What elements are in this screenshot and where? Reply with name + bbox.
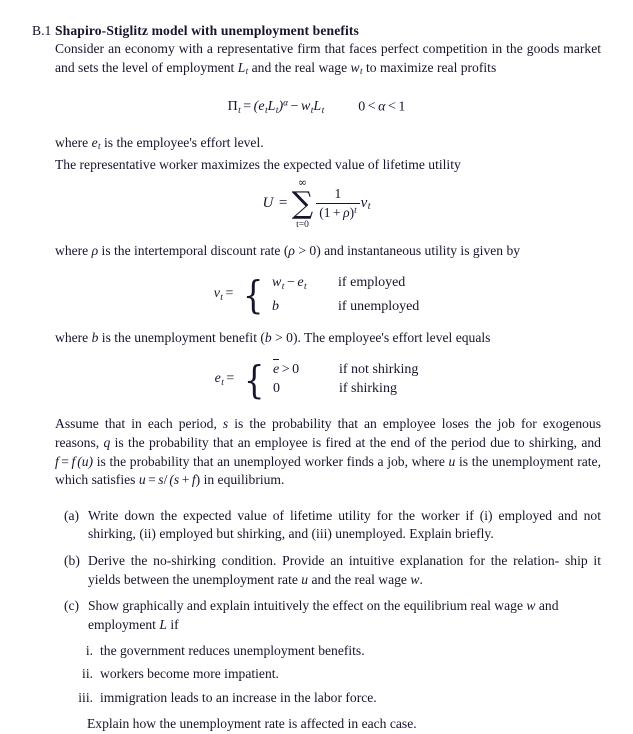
case-condition: if not shirking <box>339 362 419 378</box>
part-text <box>88 552 601 589</box>
benefit-a: where <box>55 329 92 345</box>
list-item <box>64 642 633 661</box>
note-effort-level <box>55 134 601 156</box>
list-item <box>64 507 601 544</box>
symbol-w: w <box>526 598 536 614</box>
problem-title: Shapiro-Stiglitz model with unemployment benefits <box>55 23 359 38</box>
part-marker: (a) <box>64 507 80 523</box>
symbol-equilibrium-u: u = s/ (s + f) <box>138 472 201 488</box>
part-c-line-2a: and employment <box>88 598 559 632</box>
assump-1b: is the probability that an employee loses the job for <box>228 416 537 432</box>
profit-constraint: 0 < α < 1 <box>358 99 406 115</box>
assump-4a: where <box>411 453 449 469</box>
benefit-c: is the unemployment benefit ( <box>98 329 265 345</box>
intro-line-2-c: to maximize <box>362 59 434 75</box>
note-lifetime-utility: The representative worker maximizes the expected value of lifetime utility <box>55 156 461 172</box>
case-value: b <box>272 298 280 314</box>
case-condition: if shirking <box>339 381 397 397</box>
symbol-rho-2: ρ <box>288 242 295 258</box>
case-value: e > 0 <box>273 362 300 378</box>
equation-profit <box>0 94 633 121</box>
subitem-text: immigration leads to an increase in the labor force. <box>100 689 377 705</box>
assump-2a: exogenous reasons, <box>55 416 601 450</box>
note-discount-rate <box>55 242 601 261</box>
cases-row <box>273 360 418 379</box>
subitem-marker: i. <box>85 643 93 659</box>
part-b-line-2b: and the real wage <box>308 571 411 587</box>
summation-symbol: ∞ ∑ t=0 <box>291 175 314 230</box>
summation-upper-limit: ∞ <box>297 175 308 189</box>
part-text <box>88 507 601 544</box>
utility-lhs: U <box>262 195 274 212</box>
assump-3b: is the probability that an unemployed worker finds a job, <box>93 453 408 469</box>
fraction-denominator: $(1 + \rho)^t$ <box>319 204 357 221</box>
instant-utility-lhs: $v_t$ = <box>213 286 234 303</box>
problem-heading <box>0 22 633 40</box>
subitems-list <box>64 642 633 707</box>
discount-c: > 0) and instantaneous utility is given by <box>294 242 521 258</box>
problem-block <box>0 22 633 734</box>
assump-1a: Assume that in each period, <box>55 416 223 432</box>
case-condition: if unemployed <box>338 298 420 314</box>
assump-2b: is the probability that an employee is fired at the end of the period <box>110 435 486 450</box>
symbol-u: u <box>301 571 309 587</box>
intro-line-2-b: and the real wage <box>248 59 351 75</box>
assump-3a: due to shirking, and <box>490 435 601 450</box>
note-effort-a: where <box>55 134 92 150</box>
symbol-b: b <box>91 329 99 345</box>
assumptions-paragraph <box>55 415 601 489</box>
intro-line-3: real profits <box>436 59 497 75</box>
problem-number: B.1 <box>32 23 52 38</box>
symbol-q: q <box>103 435 111 450</box>
effort-rows <box>267 360 418 398</box>
part-a-line-2: not shirking, (ii) employed but shirking, and (iii) unemployed. Explain briefly. <box>88 507 601 542</box>
list-item <box>64 689 633 708</box>
profit-rhs: $(e_tL_t)^\alpha - w_tL_t$ <box>253 98 325 116</box>
case-condition: if employed <box>338 275 406 291</box>
symbol-rho: ρ <box>91 242 99 258</box>
list-item <box>64 665 633 684</box>
cases-row <box>272 297 419 316</box>
equation-instant-utility <box>0 273 633 316</box>
parts-list <box>64 507 601 635</box>
part-marker: (c) <box>64 598 80 614</box>
note-unemployment-benefit <box>55 329 601 348</box>
part-marker: (b) <box>64 552 80 568</box>
intro-paragraph <box>55 40 601 81</box>
assump-4c: in equilibrium. <box>200 472 285 488</box>
part-b-line-2a: ship it yields between the unemployment rate <box>88 552 601 587</box>
discount-b: is the intertemporal discount rate ( <box>98 242 289 258</box>
subitem-marker: iii. <box>78 689 93 705</box>
subitem-text: the government reduces unemployment benefits. <box>100 643 365 659</box>
part-c-line-1a: Show graphically and explain intuitively the effect on the equilibrium real wage <box>88 598 527 614</box>
intro-line-1: Consider an economy with a representative firm that faces perfect competition in the <box>55 41 523 56</box>
symbol-s: s <box>222 416 229 432</box>
intro-line-2-a: goods market and sets the level of employment <box>55 41 602 75</box>
fraction-numerator: 1 <box>334 185 342 201</box>
subitem-text: workers become more impatient. <box>100 666 279 682</box>
list-item <box>64 552 601 589</box>
case-value: 0 <box>273 381 280 397</box>
symbol-u: u <box>448 453 456 469</box>
cases-row <box>272 273 419 297</box>
part-b-line-2c: . <box>419 571 423 587</box>
effort-lhs: $e_t$ = <box>214 371 235 388</box>
equation-lifetime-utility <box>0 175 633 233</box>
summation-lower-limit: t=0 <box>296 219 309 230</box>
left-brace-icon: { <box>242 273 264 318</box>
part-text <box>88 597 601 634</box>
symbol-L: L <box>159 616 167 632</box>
discount-fraction <box>316 186 359 221</box>
left-brace-icon: { <box>243 358 265 403</box>
utility-trailing-v: $v_t$ <box>360 194 371 213</box>
profit-lhs: $\Pi_t$ <box>227 99 241 116</box>
note-effort-b: is the employee's effort level. <box>100 134 264 150</box>
discount-a: where <box>55 242 92 258</box>
e-bar-symbol: e <box>273 362 280 378</box>
subitem-marker: ii. <box>82 666 93 682</box>
instant-utility-rows <box>266 273 419 316</box>
symbol-f-of-u: f = f (u) <box>55 453 94 469</box>
part-c-line-2b: if <box>166 616 179 632</box>
closing-instruction: Explain how the unemployment rate is affected in each case. <box>87 716 417 732</box>
part-b-line-1: Derive the no-shirking condition. Provide an intuitive explanation for the relation- <box>88 552 560 568</box>
part-a-line-1: Write down the expected value of lifetime utility for the worker if (i) employed and <box>88 507 578 523</box>
symbol-b-2: b <box>264 329 272 345</box>
symbol-w-t: $w_t$ <box>350 59 363 77</box>
assump-4b: is the unemployment rate, which satisfies <box>55 453 601 488</box>
symbol-w: w <box>410 571 420 587</box>
case-value: $w_t - e_t$ <box>272 275 307 292</box>
symbol-L-t: $L_t$ <box>237 59 249 77</box>
profit-equals: = <box>243 99 252 115</box>
utility-equals: = <box>278 195 288 212</box>
benefit-d: > 0). The employee's effort level equals <box>271 329 491 345</box>
list-item <box>64 597 601 634</box>
equation-effort <box>0 358 633 403</box>
cases-row <box>273 379 418 398</box>
symbol-e-t: $e_t$ <box>91 134 101 152</box>
